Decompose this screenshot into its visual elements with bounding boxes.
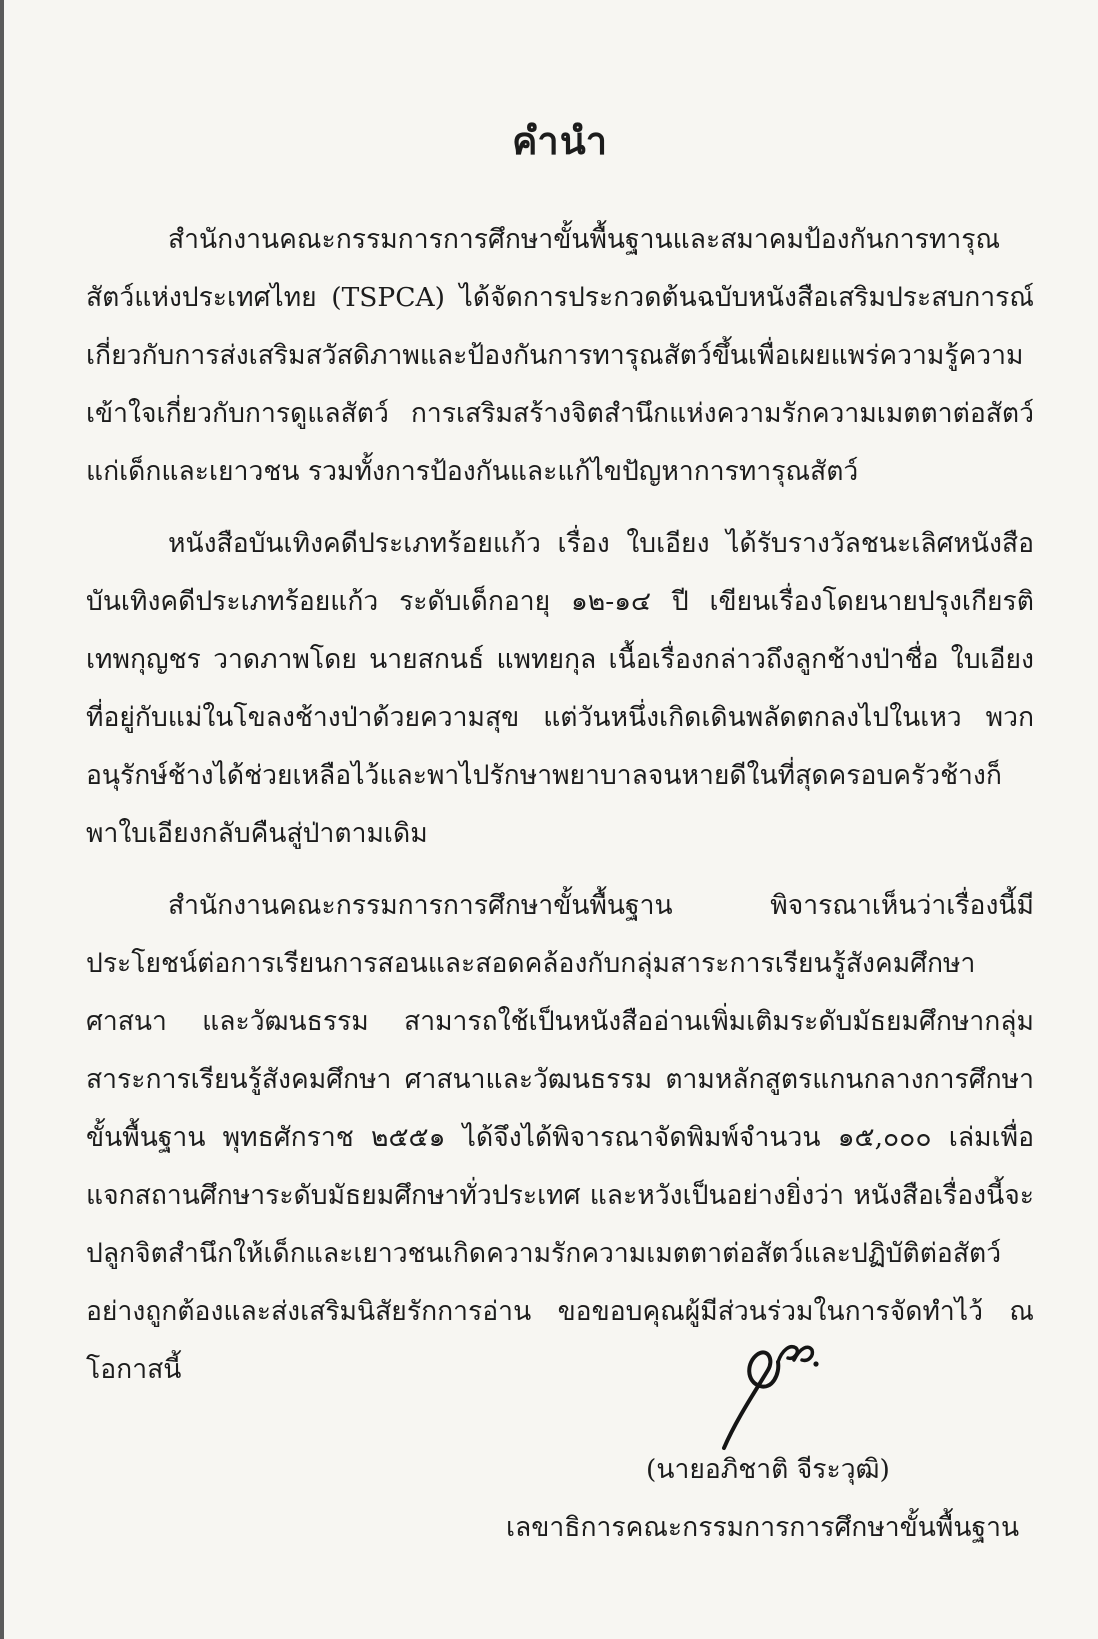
paragraph-1: สำนักงานคณะกรรมการการศึกษาขั้นพื้นฐานและสมาคมป้องกันการทารุณสัตว์แห่งประเทศไทย (TSPCA) ได้จัดการประกวดต้นฉบับหนังสือเสริมประสบการณ์เกี่ยวกับการส่งเสริมสวัสดิภาพและป้องกันการทารุณสัตว์ขึ้นเพื่อเผยแพร่ความรู้ความเข้าใจเกี่ยวกับการดูแลสัตว์ การเสริมสร้างจิตสำนึกแห่งความรักความเมตตาต่อสัตว์แก่เด็กและเยาวชน รวมทั้งการป้องกันและแก้ไขปัญหาการทารุณสัตว์: [86, 224, 1034, 487]
paragraph-2: หนังสือบันเทิงคดีประเภทร้อยแก้ว เรื่อง ใบเอียง ได้รับรางวัลชนะเลิศหนังสือบันเทิงคดีประเภทร้อยแก้ว ระดับเด็กอายุ ๑๒-๑๔ ปี เขียนเรื่องโดยนายปรุงเกียรติ เทพกุญชร วาดภาพโดย นายสกนธ์ แพทยกุล เนื้อเรื่องกล่าวถึงลูกช้างป่าชื่อ ใบเอียง ที่อยู่กับแม่ในโขลงช้างป่าด้วยความสุข แต่วันหนึ่งเกิดเดินพลัดตกลงไปในเหว พวกอนุรักษ์ช้างได้ช่วยเหลือไว้และพาไปรักษาพยาบาลจนหายดีในที่สุดครอบครัวช้างก็พาใบเอียงกลับคืนสู่ป่าตามเดิม: [86, 528, 1034, 849]
signatory-name: (นายอภิชาติ จีระวุฒิ): [646, 1454, 890, 1485]
signatory-position: เลขาธิการคณะกรรมการการศึกษาขั้นพื้นฐาน: [506, 1512, 1020, 1543]
page-title: คำนำ: [511, 118, 609, 163]
handwritten-signature: [716, 1330, 826, 1460]
page-edge: [0, 0, 4, 1639]
signature-block: [86, 1330, 1034, 1630]
document-page: [86, 110, 1034, 1413]
paragraph-3: สำนักงานคณะกรรมการการศึกษาขั้นพื้นฐาน พิจารณาเห็นว่าเรื่องนี้มีประโยชน์ต่อการเรียนการสอนและสอดคล้องกับกลุ่มสาระการเรียนรู้สังคมศึกษาศาสนา และวัฒนธรรม สามารถใช้เป็นหนังสืออ่านเพิ่มเติมระดับมัธยมศึกษากลุ่มสาระการเรียนรู้สังคมศึกษา ศาสนาและวัฒนธรรม ตามหลักสูตรแกนกลางการศึกษาขั้นพื้นฐาน พุทธศักราช ๒๕๕๑ ได้จึงได้พิจารณาจัดพิมพ์จำนวน ๑๕,๐๐๐ เล่มเพื่อแจกสถานศึกษาระดับมัธยมศึกษาทั่วประเทศ และหวังเป็นอย่างยิ่งว่า หนังสือเรื่องนี้จะปลูกจิตสำนึกให้เด็กและเยาวชนเกิดความรักความเมตตาต่อสัตว์และปฏิบัติต่อสัตว์อย่างถูกต้องและส่งเสริมนิสัยรักการอ่าน ขอขอบคุณผู้มีส่วนร่วมในการจัดทำไว้ ณ โอกาสนี้: [86, 890, 1034, 1385]
